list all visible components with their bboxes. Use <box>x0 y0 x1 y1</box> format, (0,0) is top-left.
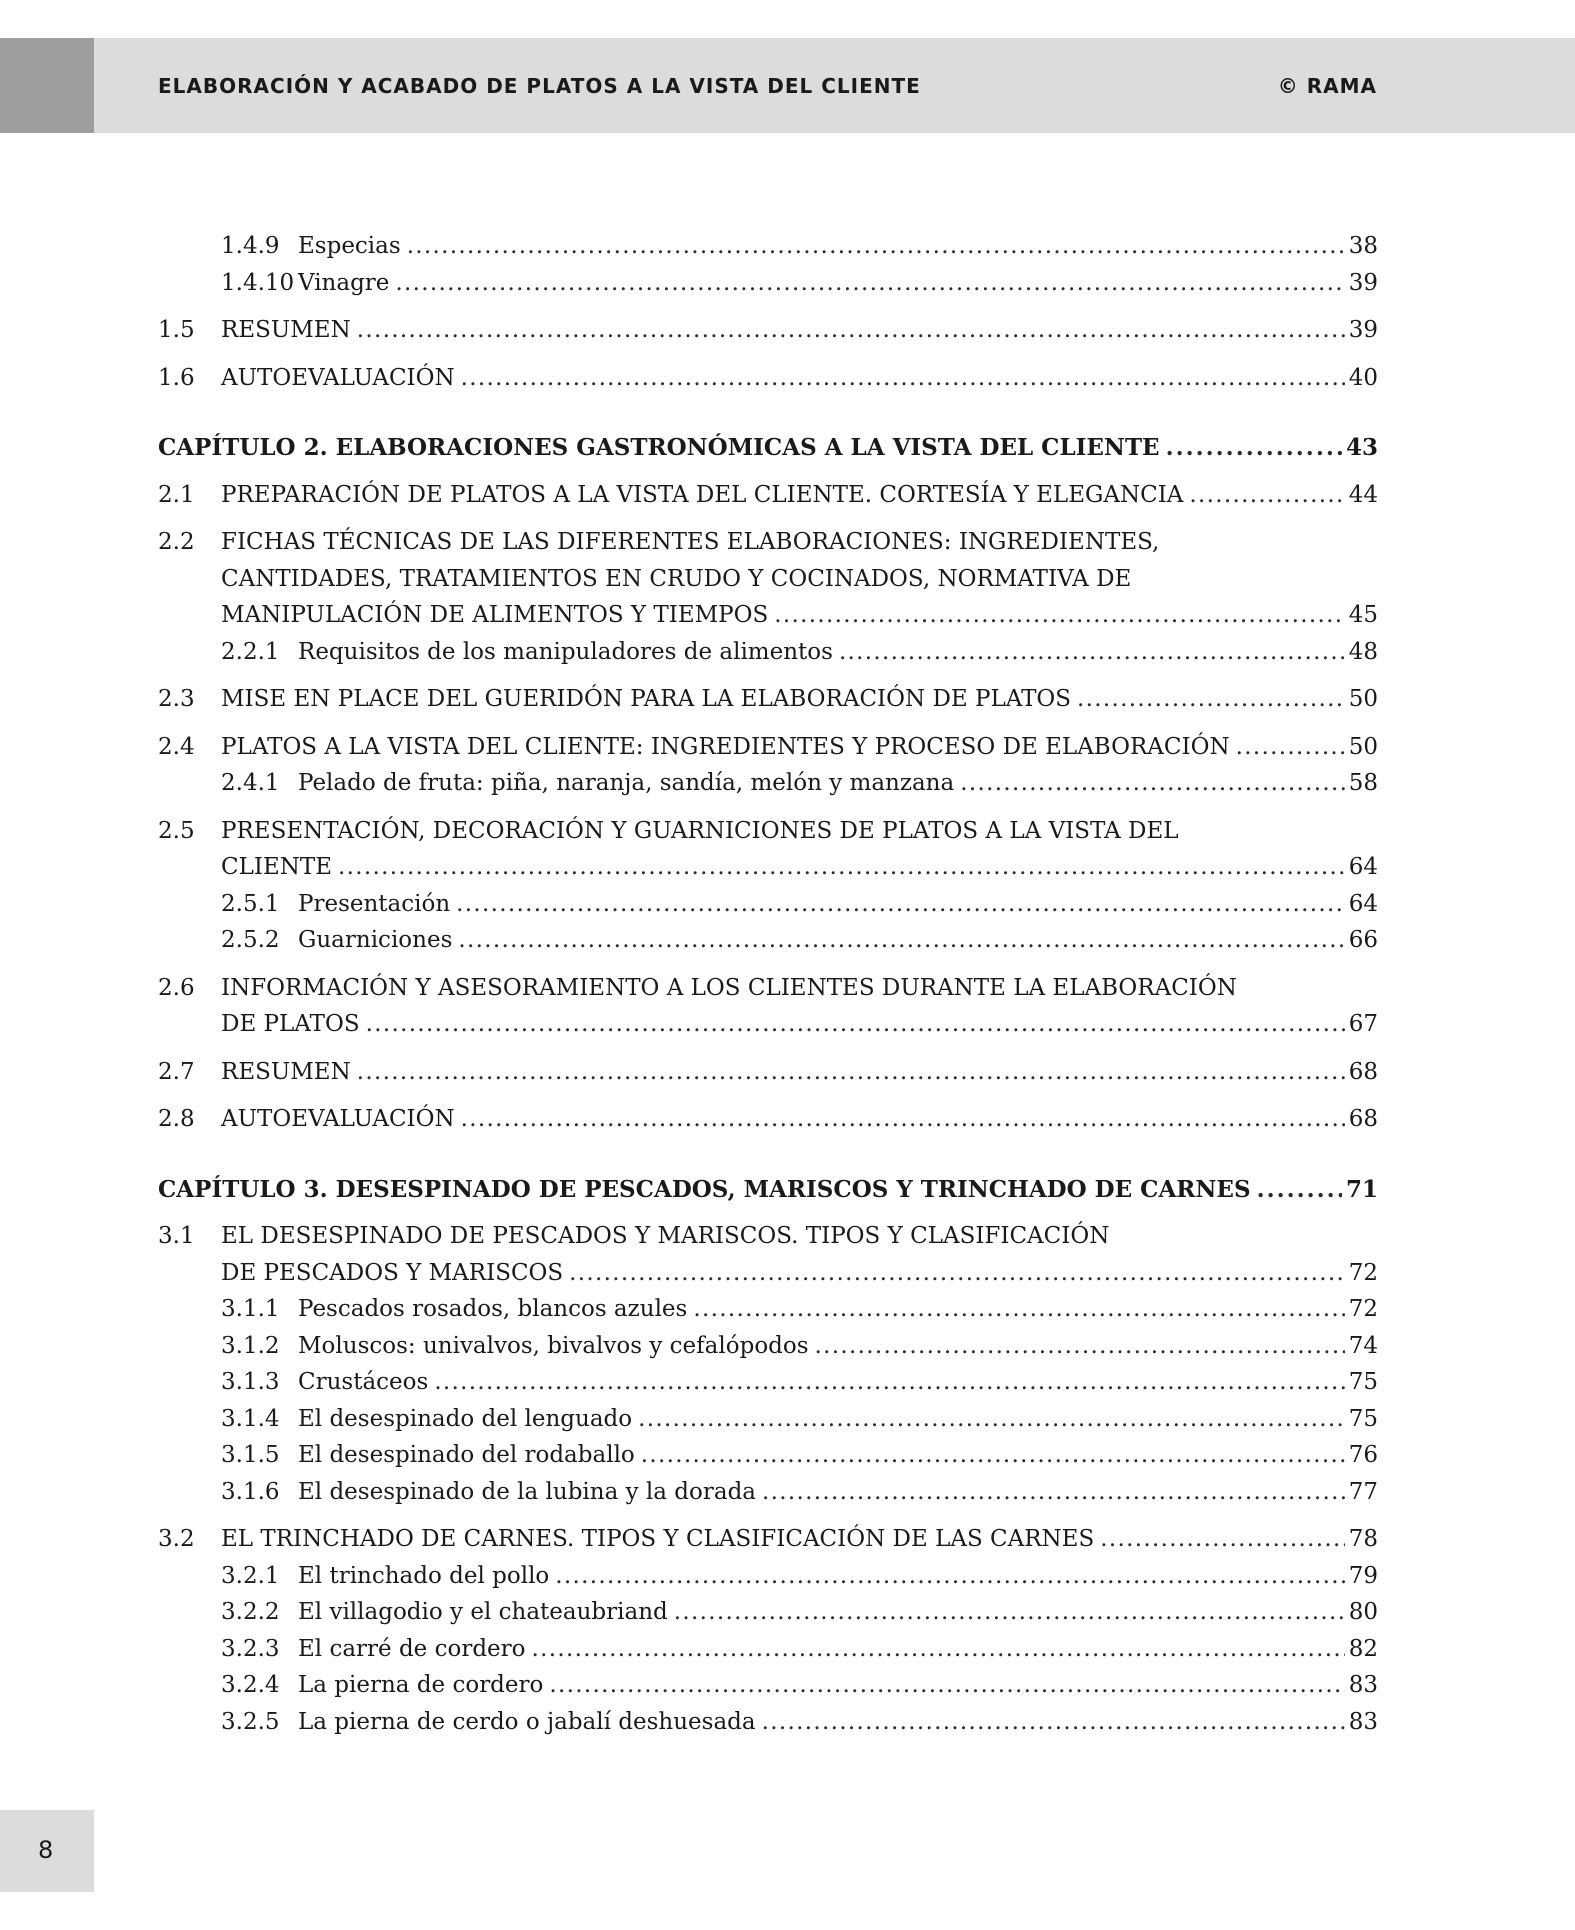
toc-entry-page: 75 <box>1348 1405 1378 1432</box>
toc-entry-number: 2.6 <box>158 974 195 1001</box>
toc-entry <box>158 477 1378 514</box>
toc-entry-number: 3.2.3 <box>221 1635 280 1662</box>
dot-leader <box>407 228 1345 265</box>
toc-entry-page: 50 <box>1348 733 1378 760</box>
toc-entry-number: 2.3 <box>158 686 195 712</box>
toc-entry-title: El desespinado del rodaballo <box>298 1442 635 1468</box>
toc-entry-number: 3.1.2 <box>221 1332 280 1359</box>
dot-leader <box>458 922 1344 959</box>
dot-leader <box>693 1291 1344 1328</box>
dot-leader <box>569 1255 1345 1292</box>
page-number: 8 <box>38 1836 54 1864</box>
toc-entry-title: INFORMACIÓN Y ASESORAMIENTO A LOS CLIENTES DURANTE LA ELABORACIÓN <box>221 974 1237 1001</box>
toc-entry <box>158 922 1378 959</box>
running-header-copyright: © RAMA <box>1277 74 1377 98</box>
toc-entry-number: 1.4.9 <box>221 233 280 259</box>
toc-entry <box>158 1594 1378 1631</box>
toc-entry-title: RESUMEN <box>221 1058 351 1085</box>
toc-entry-title: FICHAS TÉCNICAS DE LAS DIFERENTES ELABORACIONES: INGREDIENTES, <box>221 529 1160 555</box>
toc-entry-number: 2.1 <box>158 481 195 508</box>
toc-entry-title: Crustáceos <box>298 1369 429 1395</box>
toc-entry <box>158 1631 1378 1668</box>
dot-leader <box>641 1437 1345 1474</box>
toc-entry-title: CANTIDADES, TRATAMIENTOS EN CRUDO Y COCINADOS, NORMATIVA DE <box>221 565 1132 592</box>
toc-entry-title: DE PLATOS <box>221 1011 360 1037</box>
dot-leader <box>338 849 1345 886</box>
toc-entry-number: 2.7 <box>158 1058 195 1085</box>
toc-entry-number: 3.1 <box>158 1223 195 1249</box>
toc-entry-title: La pierna de cerdo o jabalí deshuesada <box>298 1708 756 1735</box>
dot-leader <box>357 1054 1345 1091</box>
toc-entry-title: PRESENTACIÓN, DECORACIÓN Y GUARNICIONES DE PLATOS A LA VISTA DEL <box>221 817 1179 844</box>
toc-entry-page: 75 <box>1348 1369 1378 1395</box>
toc-entry-page: 64 <box>1348 854 1378 880</box>
dot-leader <box>1166 430 1342 467</box>
dot-leader <box>1100 1521 1345 1558</box>
toc-entry-number: 1.4.10 <box>221 269 295 296</box>
toc-entry-page: 79 <box>1348 1562 1378 1589</box>
toc-entry-page: 82 <box>1348 1635 1378 1662</box>
toc-entry-title: AUTOEVALUACIÓN <box>221 1106 455 1132</box>
toc-entry-number: 2.8 <box>158 1106 195 1132</box>
toc-entry-title: Guarniciones <box>298 927 453 953</box>
dot-leader <box>638 1401 1345 1438</box>
toc-entry-title: RESUMEN <box>221 317 351 343</box>
toc-entry <box>158 1101 1378 1138</box>
toc-entry <box>158 1291 1378 1328</box>
dot-leader <box>395 265 1344 302</box>
toc-entry-number: 2.4 <box>158 733 195 760</box>
toc-entry-page: 50 <box>1348 686 1378 712</box>
toc-entry-page: 39 <box>1348 269 1378 296</box>
toc-entry-page: 48 <box>1348 638 1378 665</box>
dot-leader <box>762 1704 1345 1741</box>
toc-entry-number: 2.5.2 <box>221 927 280 953</box>
toc-entry-number: 2.5.1 <box>221 890 280 917</box>
toc-entry-title: El villagodio y el chateaubriand <box>298 1599 668 1625</box>
dot-leader <box>674 1594 1345 1631</box>
dot-leader <box>839 634 1345 671</box>
toc-entry-page: 43 <box>1345 434 1378 461</box>
toc-entry-title: Requisitos de los manipuladores de alimentos <box>298 638 833 665</box>
header-tab <box>0 38 94 133</box>
toc-entry-title: El desespinado del lenguado <box>298 1405 633 1432</box>
toc-entry-page: 74 <box>1348 1332 1378 1359</box>
toc-entry <box>158 813 1378 886</box>
toc-entry-title: Pescados rosados, blancos azules <box>298 1296 688 1322</box>
toc-entry <box>158 1704 1378 1741</box>
toc-entry-page: 38 <box>1348 233 1378 259</box>
toc-entry-page: 66 <box>1348 927 1378 953</box>
toc-entry <box>158 970 1378 1043</box>
toc-entry-title: Vinagre <box>298 269 390 296</box>
toc-entry-page: 68 <box>1348 1106 1378 1132</box>
toc-entry-title: El desespinado de la lubina y la dorada <box>298 1478 757 1505</box>
dot-leader <box>366 1006 1345 1043</box>
dot-leader <box>461 1101 1345 1138</box>
toc-entry <box>158 729 1378 766</box>
toc-entry-number: 3.2 <box>158 1526 195 1552</box>
toc-entry-page: 83 <box>1348 1672 1378 1698</box>
dot-leader <box>555 1558 1344 1595</box>
toc-entry-title: Presentación <box>298 890 451 917</box>
toc-entry-number: 2.2.1 <box>221 638 280 665</box>
toc-entry-number: 3.1.1 <box>221 1296 280 1322</box>
toc-entry-page: 58 <box>1348 770 1378 796</box>
dot-leader <box>549 1667 1344 1704</box>
toc-entry <box>158 1328 1378 1365</box>
toc-entry-number: 3.1.6 <box>221 1478 280 1505</box>
toc-entry <box>158 1474 1378 1511</box>
toc-entry <box>158 1667 1378 1704</box>
dot-leader <box>461 360 1345 397</box>
toc-entry-page: 39 <box>1348 317 1378 343</box>
toc-entry <box>158 1558 1378 1595</box>
toc-entry-number: 3.2.2 <box>221 1599 280 1625</box>
dot-leader <box>774 597 1344 634</box>
toc-entry-title: CAPÍTULO 2. ELABORACIONES GASTRONÓMICAS A LA VISTA DEL CLIENTE <box>158 434 1160 461</box>
toc-entry <box>158 1172 1378 1209</box>
dot-leader <box>434 1364 1344 1401</box>
toc-entry-page: 78 <box>1348 1526 1378 1552</box>
toc-entry <box>158 524 1378 634</box>
toc-entry-number: 3.1.5 <box>221 1442 280 1468</box>
toc-entry-title: MANIPULACIÓN DE ALIMENTOS Y TIEMPOS <box>221 602 769 628</box>
toc-entry-page: 44 <box>1348 481 1378 508</box>
toc-entry-page: 71 <box>1345 1175 1378 1203</box>
toc-entry <box>158 634 1378 671</box>
dot-leader <box>1189 477 1344 514</box>
toc-entry <box>158 312 1378 349</box>
toc-entry-title: AUTOEVALUACIÓN <box>221 364 455 391</box>
toc-entry <box>158 265 1378 302</box>
toc-entry-page: 80 <box>1348 1599 1378 1625</box>
dot-leader <box>1077 681 1345 718</box>
dot-leader <box>456 886 1345 923</box>
toc-entry <box>158 1521 1378 1558</box>
toc-entry-page: 76 <box>1348 1442 1378 1468</box>
toc-entry-title: La pierna de cordero <box>298 1672 544 1698</box>
toc-entry-title: Pelado de fruta: piña, naranja, sandía, melón y manzana <box>298 770 955 796</box>
table-of-contents <box>158 228 1378 1740</box>
toc-entry <box>158 228 1378 265</box>
toc-entry-title: EL TRINCHADO DE CARNES. TIPOS Y CLASIFICACIÓN DE LAS CARNES <box>221 1526 1095 1552</box>
toc-entry-page: 64 <box>1348 890 1378 917</box>
toc-entry-number: 1.5 <box>158 317 195 343</box>
toc-entry-title: PREPARACIÓN DE PLATOS A LA VISTA DEL CLIENTE. CORTESÍA Y ELEGANCIA <box>221 481 1184 508</box>
toc-entry <box>158 1054 1378 1091</box>
toc-entry-title: CAPÍTULO 3. DESESPINADO DE PESCADOS, MARISCOS Y TRINCHADO DE CARNES <box>158 1175 1251 1203</box>
toc-entry <box>158 1401 1378 1438</box>
toc-entry-number: 3.2.5 <box>221 1708 280 1735</box>
toc-entry-title: Especias <box>298 233 401 259</box>
toc-entry-page: 40 <box>1348 364 1378 391</box>
dot-leader <box>532 1631 1345 1668</box>
toc-entry-number: 2.2 <box>158 529 195 555</box>
running-header-title: ELABORACIÓN Y ACABADO DE PLATOS A LA VISTA DEL CLIENTE <box>158 74 921 98</box>
toc-entry-title: MISE EN PLACE DEL GUERIDÓN PARA LA ELABORACIÓN DE PLATOS <box>221 686 1072 712</box>
dot-leader <box>1257 1172 1342 1209</box>
toc-entry-number: 3.2.4 <box>221 1672 280 1698</box>
dot-leader <box>1236 729 1345 766</box>
toc-entry <box>158 1437 1378 1474</box>
toc-entry-title: Moluscos: univalvos, bivalvos y cefalópodos <box>298 1332 809 1359</box>
toc-entry-number: 3.1.4 <box>221 1405 280 1432</box>
toc-entry-page: 72 <box>1348 1259 1378 1286</box>
toc-entry-number: 3.2.1 <box>221 1562 280 1589</box>
toc-entry-number: 2.5 <box>158 817 195 844</box>
toc-entry <box>158 886 1378 923</box>
toc-entry-page: 83 <box>1348 1708 1378 1735</box>
toc-entry <box>158 1364 1378 1401</box>
toc-entry-number: 2.4.1 <box>221 770 280 796</box>
dot-leader <box>960 765 1345 802</box>
dot-leader <box>762 1474 1345 1511</box>
toc-entry-title: El carré de cordero <box>298 1635 526 1662</box>
toc-entry <box>158 360 1378 397</box>
toc-entry-title: CLIENTE <box>221 854 333 880</box>
toc-entry <box>158 765 1378 802</box>
toc-entry-title: DE PESCADOS Y MARISCOS <box>221 1259 564 1286</box>
toc-entry-number: 1.6 <box>158 364 195 391</box>
toc-entry-title: PLATOS A LA VISTA DEL CLIENTE: INGREDIENTES Y PROCESO DE ELABORACIÓN <box>221 733 1230 760</box>
toc-entry-number: 3.1.3 <box>221 1369 280 1395</box>
toc-entry <box>158 430 1378 467</box>
toc-entry-title: EL DESESPINADO DE PESCADOS Y MARISCOS. TIPOS Y CLASIFICACIÓN <box>221 1223 1110 1249</box>
toc-entry-page: 77 <box>1348 1478 1378 1505</box>
dot-leader <box>357 312 1345 349</box>
toc-entry-page: 72 <box>1348 1296 1378 1322</box>
toc-entry-page: 45 <box>1348 602 1378 628</box>
toc-entry <box>158 1218 1378 1291</box>
toc-entry <box>158 681 1378 718</box>
toc-entry-title: El trinchado del pollo <box>298 1562 550 1589</box>
dot-leader <box>815 1328 1345 1365</box>
toc-entry-page: 67 <box>1348 1011 1378 1037</box>
toc-entry-page: 68 <box>1348 1058 1378 1085</box>
